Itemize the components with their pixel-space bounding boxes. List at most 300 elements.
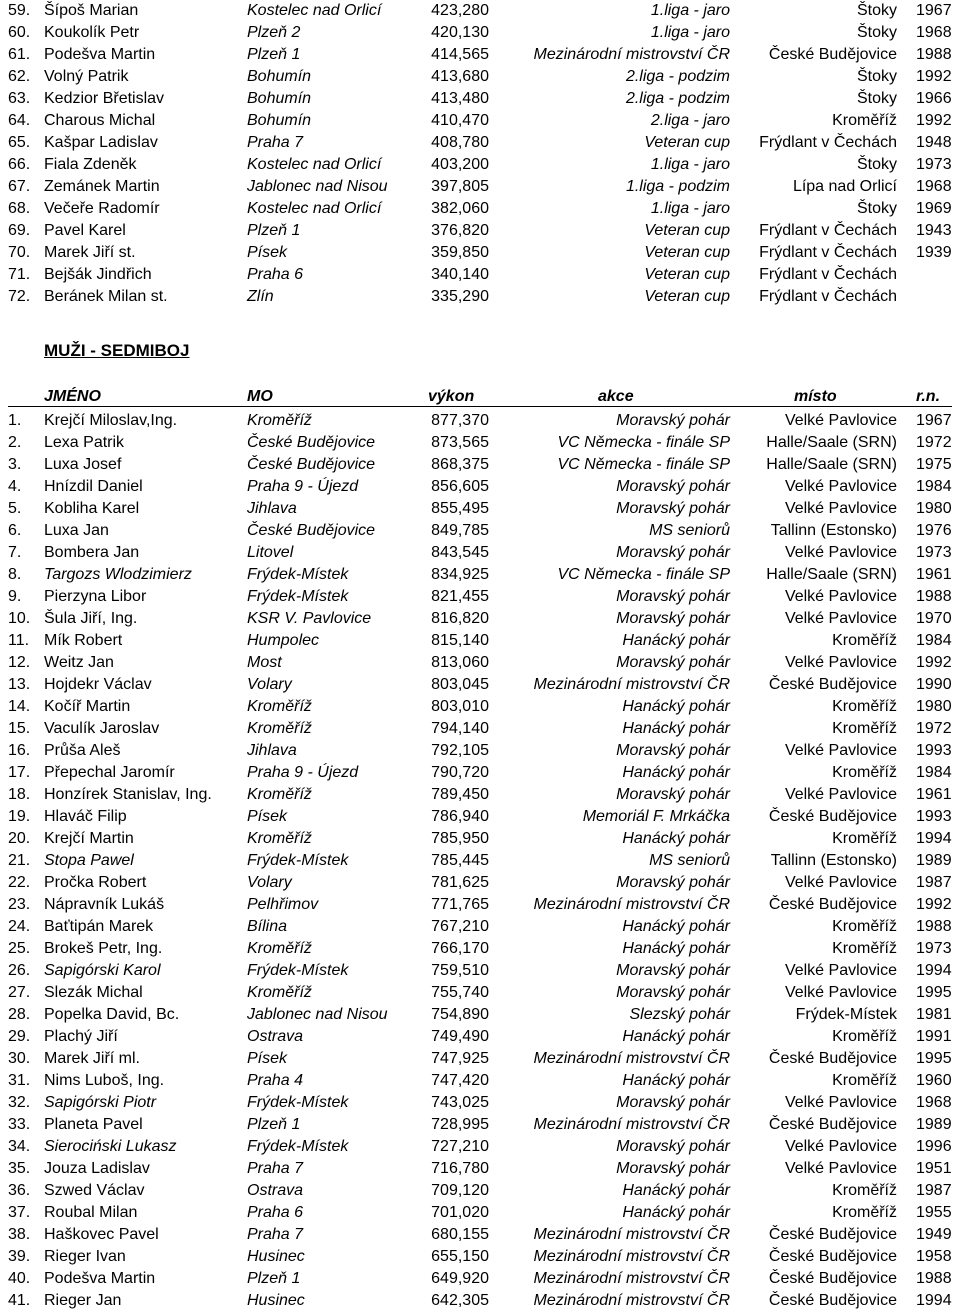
birth-year-cell: 1992 xyxy=(916,654,952,671)
name-cell: Fiala Zdeněk xyxy=(44,156,137,173)
birth-year-cell: 1972 xyxy=(916,434,952,451)
place-cell: Velké Pavlovice xyxy=(784,610,897,627)
place-cell: Frýdlant v Čechách xyxy=(759,244,897,261)
performance-cell: 786,940 xyxy=(431,808,489,825)
rank-cell: 11. xyxy=(8,632,30,649)
event-cell: Moravský pohár xyxy=(616,1138,730,1155)
name-cell: Hnízdil Daniel xyxy=(44,478,143,495)
rank-cell: 67. xyxy=(8,178,31,195)
table-row xyxy=(0,22,960,44)
event-cell: 1.liga - jaro xyxy=(650,156,730,173)
club-cell: České Budějovice xyxy=(247,522,376,539)
place-cell: České Budějovice xyxy=(768,1050,897,1067)
performance-cell: 855,495 xyxy=(431,500,489,517)
rank-cell: 22. xyxy=(8,874,31,891)
rank-cell: 18. xyxy=(8,786,31,803)
rank-cell: 4. xyxy=(8,478,22,495)
event-cell: Moravský pohár xyxy=(616,1094,730,1111)
name-cell: Pierzyna Libor xyxy=(44,588,147,605)
event-cell: 1.liga - jaro xyxy=(650,200,730,217)
place-cell: Frýdlant v Čechách xyxy=(759,288,897,305)
rank-cell: 23. xyxy=(8,896,31,913)
birth-year-cell: 1967 xyxy=(916,2,952,19)
name-cell: Šula Jiří, Ing. xyxy=(44,610,138,627)
place-cell: Štoky xyxy=(856,156,897,173)
club-cell: Kostelec nad Orlicí xyxy=(247,156,382,173)
table-row xyxy=(0,242,960,264)
name-cell: Průša Aleš xyxy=(44,742,121,759)
event-cell: Mezinárodní mistrovství ČR xyxy=(533,46,730,63)
table-row xyxy=(0,784,960,806)
name-cell: Kobliha Karel xyxy=(44,500,140,517)
birth-year-cell: 1980 xyxy=(916,500,952,517)
birth-year-cell: 1993 xyxy=(916,808,952,825)
name-cell: Nápravník Lukáš xyxy=(44,896,165,913)
birth-year-cell: 1961 xyxy=(916,786,952,803)
place-cell: Kroměříž xyxy=(832,940,897,957)
table-row xyxy=(0,696,960,718)
rank-cell: 6. xyxy=(8,522,22,539)
name-cell: Bombera Jan xyxy=(44,544,140,561)
club-cell: Kroměříž xyxy=(247,830,312,847)
performance-cell: 747,925 xyxy=(431,1050,489,1067)
rank-cell: 34. xyxy=(8,1138,31,1155)
table-row xyxy=(0,154,960,176)
club-cell: Bohumín xyxy=(247,112,312,129)
birth-year-cell: 1951 xyxy=(916,1160,952,1177)
performance-cell: 834,925 xyxy=(431,566,489,583)
club-cell: Písek xyxy=(247,808,288,825)
name-cell: Sierociński Lukasz xyxy=(44,1138,177,1155)
performance-cell: 747,420 xyxy=(431,1072,489,1089)
performance-cell: 743,025 xyxy=(431,1094,489,1111)
rank-cell: 72. xyxy=(8,288,31,305)
name-cell: Kedzior Břetislav xyxy=(44,90,165,107)
birth-year-cell: 1994 xyxy=(916,830,952,847)
table-row xyxy=(0,44,960,66)
place-cell: Velké Pavlovice xyxy=(784,1138,897,1155)
event-cell: Hanácký pohár xyxy=(622,720,730,737)
rank-cell: 69. xyxy=(8,222,31,239)
place-cell: Velké Pavlovice xyxy=(784,786,897,803)
birth-year-cell: 1987 xyxy=(916,1182,952,1199)
birth-year-cell: 1968 xyxy=(916,24,952,41)
name-cell: Luxa Jan xyxy=(44,522,109,539)
performance-cell: 868,375 xyxy=(431,456,489,473)
table-row xyxy=(0,586,960,608)
place-cell: Velké Pavlovice xyxy=(784,1094,897,1111)
event-cell: Hanácký pohár xyxy=(622,1204,730,1221)
club-cell: Praha 4 xyxy=(247,1072,304,1089)
birth-year-cell: 1976 xyxy=(916,522,952,539)
event-cell: Memoriál F. Mrkáčka xyxy=(582,808,730,825)
table-row xyxy=(0,88,960,110)
place-cell: České Budějovice xyxy=(768,1226,897,1243)
rank-cell: 65. xyxy=(8,134,31,151)
birth-year-cell: 1995 xyxy=(916,1050,952,1067)
name-cell: Stopa Pawel xyxy=(44,852,134,869)
rank-cell: 31. xyxy=(8,1072,31,1089)
performance-cell: 815,140 xyxy=(431,632,489,649)
club-cell: Kroměříž xyxy=(247,984,312,1001)
birth-year-cell: 1988 xyxy=(916,1270,952,1287)
place-cell: Kroměříž xyxy=(832,1072,897,1089)
birth-year-cell: 1984 xyxy=(916,764,952,781)
club-cell: Praha 6 xyxy=(247,266,304,283)
club-cell: Kostelec nad Orlicí xyxy=(247,2,382,19)
club-cell: Praha 7 xyxy=(247,134,304,151)
birth-year-cell: 1984 xyxy=(916,632,952,649)
birth-year-cell: 1975 xyxy=(916,456,952,473)
performance-cell: 335,290 xyxy=(431,288,489,305)
club-cell: Bílina xyxy=(247,918,288,935)
event-cell: Veteran cup xyxy=(644,266,730,283)
event-cell: 1.liga - jaro xyxy=(650,2,730,19)
table-row xyxy=(0,198,960,220)
performance-cell: 716,780 xyxy=(431,1160,489,1177)
birth-year-cell: 1994 xyxy=(916,1292,952,1309)
performance-cell: 649,920 xyxy=(431,1270,489,1287)
rank-cell: 33. xyxy=(8,1116,31,1133)
name-cell: Nims Luboš, Ing. xyxy=(44,1072,165,1089)
rank-cell: 1. xyxy=(8,412,22,429)
birth-year-cell: 1981 xyxy=(916,1006,952,1023)
birth-year-cell: 1943 xyxy=(916,222,952,239)
table-row xyxy=(0,286,960,308)
place-cell: Štoky xyxy=(856,90,897,107)
birth-year-cell: 1958 xyxy=(916,1248,952,1265)
name-cell: Szwed Václav xyxy=(44,1182,145,1199)
birth-year-cell: 1989 xyxy=(916,852,952,869)
performance-cell: 642,305 xyxy=(431,1292,489,1309)
birth-year-cell: 1955 xyxy=(916,1204,952,1221)
performance-cell: 382,060 xyxy=(431,200,489,217)
table-row xyxy=(0,410,960,432)
table-row xyxy=(0,630,960,652)
birth-year-cell: 1973 xyxy=(916,940,952,957)
performance-cell: 759,510 xyxy=(431,962,489,979)
place-cell: Kroměříž xyxy=(832,918,897,935)
rank-cell: 36. xyxy=(8,1182,31,1199)
club-cell: Jablonec nad Nisou xyxy=(247,1006,388,1023)
birth-year-cell: 1960 xyxy=(916,1072,952,1089)
birth-year-cell: 1970 xyxy=(916,610,952,627)
name-cell: Zemánek Martin xyxy=(44,178,160,195)
table-row xyxy=(0,432,960,454)
event-cell: Hanácký pohár xyxy=(622,940,730,957)
event-cell: Mezinárodní mistrovství ČR xyxy=(533,1270,730,1287)
rank-cell: 14. xyxy=(8,698,31,715)
table-row xyxy=(0,938,960,960)
club-cell: Volary xyxy=(247,874,292,891)
club-cell: Litovel xyxy=(247,544,294,561)
performance-cell: 785,445 xyxy=(431,852,489,869)
name-cell: Krejčí Miloslav,Ing. xyxy=(44,412,178,429)
performance-cell: 655,150 xyxy=(431,1248,489,1265)
place-cell: Frýdlant v Čechách xyxy=(759,134,897,151)
event-cell: Moravský pohár xyxy=(616,478,730,495)
name-cell: Sapigórski Piotr xyxy=(44,1094,157,1111)
table-row xyxy=(0,264,960,286)
table-row xyxy=(0,828,960,850)
birth-year-cell: 1973 xyxy=(916,544,952,561)
birth-year-cell: 1973 xyxy=(916,156,952,173)
place-cell: Halle/Saale (SRN) xyxy=(766,566,897,583)
birth-year-cell: 1992 xyxy=(916,896,952,913)
place-cell: České Budějovice xyxy=(768,1270,897,1287)
birth-year-cell: 1969 xyxy=(916,200,952,217)
place-cell: Štoky xyxy=(856,24,897,41)
table-header xyxy=(0,386,960,408)
place-cell: Tallinn (Estonsko) xyxy=(770,852,897,869)
table-row xyxy=(0,1246,960,1268)
event-cell: 2.liga - podzim xyxy=(625,90,730,107)
event-cell: Moravský pohár xyxy=(616,500,730,517)
performance-cell: 408,780 xyxy=(431,134,489,151)
name-cell: Brokeš Petr, Ing. xyxy=(44,940,163,957)
rank-cell: 32. xyxy=(8,1094,31,1111)
rank-cell: 2. xyxy=(8,434,22,451)
performance-cell: 754,890 xyxy=(431,1006,489,1023)
table-row xyxy=(0,1070,960,1092)
event-cell: Moravský pohár xyxy=(616,654,730,671)
event-cell: Moravský pohár xyxy=(616,544,730,561)
performance-cell: 856,605 xyxy=(431,478,489,495)
table-row xyxy=(0,762,960,784)
table-row xyxy=(0,1224,960,1246)
event-cell: 2.liga - podzim xyxy=(625,68,730,85)
table-row xyxy=(0,176,960,198)
performance-cell: 792,105 xyxy=(431,742,489,759)
performance-cell: 803,010 xyxy=(431,698,489,715)
event-cell: 2.liga - jaro xyxy=(650,112,730,129)
performance-cell: 785,950 xyxy=(431,830,489,847)
club-cell: Zlín xyxy=(247,288,274,305)
place-cell: České Budějovice xyxy=(768,1248,897,1265)
place-cell: Štoky xyxy=(856,200,897,217)
table-row xyxy=(0,740,960,762)
club-cell: Písek xyxy=(247,1050,288,1067)
club-cell: Praha 9 - Újezd xyxy=(247,764,359,781)
birth-year-cell: 1992 xyxy=(916,112,952,129)
place-cell: Velké Pavlovice xyxy=(784,1160,897,1177)
place-cell: Halle/Saale (SRN) xyxy=(766,434,897,451)
performance-cell: 877,370 xyxy=(431,412,489,429)
club-cell: Pelhřimov xyxy=(247,896,319,913)
event-cell: 1.liga - podzim xyxy=(625,178,730,195)
birth-year-cell: 1968 xyxy=(916,178,952,195)
event-cell: Slezský pohár xyxy=(629,1006,730,1023)
event-cell: Moravský pohár xyxy=(616,984,730,1001)
club-cell: Humpolec xyxy=(247,632,320,649)
birth-year-cell: 1972 xyxy=(916,720,952,737)
event-cell: Mezinárodní mistrovství ČR xyxy=(533,1248,730,1265)
header-divider xyxy=(8,406,952,407)
performance-cell: 803,045 xyxy=(431,676,489,693)
birth-year-cell: 1994 xyxy=(916,962,952,979)
club-cell: Písek xyxy=(247,244,288,261)
name-cell: Volný Patrik xyxy=(44,68,129,85)
section-title: MUŽI - SEDMIBOJ xyxy=(44,341,190,360)
event-cell: VC Německa - finále SP xyxy=(557,566,730,583)
performance-cell: 709,120 xyxy=(431,1182,489,1199)
event-cell: Moravský pohár xyxy=(616,412,730,429)
place-cell: Frýdlant v Čechách xyxy=(759,266,897,283)
event-cell: MS seniorů xyxy=(649,852,730,869)
table-row xyxy=(0,850,960,872)
name-cell: Podešva Martin xyxy=(44,46,156,63)
performance-cell: 821,455 xyxy=(431,588,489,605)
club-cell: Frýdek-Místek xyxy=(247,1094,349,1111)
performance-cell: 410,470 xyxy=(431,112,489,129)
rank-cell: 70. xyxy=(8,244,31,261)
name-cell: Podešva Martin xyxy=(44,1270,156,1287)
performance-cell: 781,625 xyxy=(431,874,489,891)
club-cell: Frýdek-Místek xyxy=(247,566,349,583)
rank-cell: 8. xyxy=(8,566,22,583)
event-cell: Hanácký pohár xyxy=(622,632,730,649)
event-cell: Mezinárodní mistrovství ČR xyxy=(533,676,730,693)
performance-cell: 849,785 xyxy=(431,522,489,539)
event-cell: Moravský pohár xyxy=(616,874,730,891)
birth-year-cell: 1967 xyxy=(916,412,952,429)
name-cell: Jouza Ladislav xyxy=(44,1160,150,1177)
performance-cell: 813,060 xyxy=(431,654,489,671)
table-row xyxy=(0,894,960,916)
name-cell: Slezák Michal xyxy=(44,984,143,1001)
birth-year-cell: 1992 xyxy=(916,68,952,85)
club-cell: Frýdek-Místek xyxy=(247,588,349,605)
name-cell: Beránek Milan st. xyxy=(44,288,168,305)
birth-year-cell: 1984 xyxy=(916,478,952,495)
name-cell: Roubal Milan xyxy=(44,1204,138,1221)
name-cell: Koukolík Petr xyxy=(44,24,140,41)
name-cell: Hojdekr Václav xyxy=(44,676,152,693)
header-mo: MO xyxy=(247,388,273,405)
club-cell: Praha 9 - Újezd xyxy=(247,478,359,495)
rank-cell: 21. xyxy=(8,852,31,869)
name-cell: Rieger Ivan xyxy=(44,1248,126,1265)
event-cell: Hanácký pohár xyxy=(622,1182,730,1199)
birth-year-cell: 1949 xyxy=(916,1226,952,1243)
club-cell: Kroměříž xyxy=(247,786,312,803)
performance-cell: 340,140 xyxy=(431,266,489,283)
rank-cell: 41. xyxy=(8,1292,31,1309)
rank-cell: 71. xyxy=(8,266,31,283)
name-cell: Kočíř Martin xyxy=(44,698,131,715)
birth-year-cell: 1991 xyxy=(916,1028,952,1045)
club-cell: Frýdek-Místek xyxy=(247,962,349,979)
name-cell: Šípoš Marian xyxy=(44,2,139,19)
club-cell: Jablonec nad Nisou xyxy=(247,178,388,195)
event-cell: Veteran cup xyxy=(644,222,730,239)
rank-cell: 7. xyxy=(8,544,22,561)
name-cell: Plachý Jiří xyxy=(44,1028,118,1045)
place-cell: Štoky xyxy=(856,2,897,19)
event-cell: MS seniorů xyxy=(649,522,730,539)
place-cell: Velké Pavlovice xyxy=(784,478,897,495)
table-row xyxy=(0,1114,960,1136)
place-cell: Kroměříž xyxy=(832,112,897,129)
rank-cell: 68. xyxy=(8,200,31,217)
club-cell: KSR V. Pavlovice xyxy=(247,610,372,627)
event-cell: Moravský pohár xyxy=(616,786,730,803)
place-cell: Kroměříž xyxy=(832,830,897,847)
name-cell: Kašpar Ladislav xyxy=(44,134,158,151)
club-cell: Bohumín xyxy=(247,68,312,85)
header-name: JMÉNO xyxy=(44,388,101,405)
place-cell: České Budějovice xyxy=(768,808,897,825)
rank-cell: 27. xyxy=(8,984,31,1001)
performance-cell: 376,820 xyxy=(431,222,489,239)
place-cell: Velké Pavlovice xyxy=(784,544,897,561)
performance-cell: 701,020 xyxy=(431,1204,489,1221)
performance-cell: 790,720 xyxy=(431,764,489,781)
name-cell: Honzírek Stanislav, Ing. xyxy=(44,786,212,803)
name-cell: Krejčí Martin xyxy=(44,830,134,847)
name-cell: Popelka David, Bc. xyxy=(44,1006,180,1023)
name-cell: Luxa Josef xyxy=(44,456,122,473)
performance-cell: 413,480 xyxy=(431,90,489,107)
place-cell: Kroměříž xyxy=(832,1182,897,1199)
header-event: akce xyxy=(598,388,634,405)
birth-year-cell: 1993 xyxy=(916,742,952,759)
event-cell: Mezinárodní mistrovství ČR xyxy=(533,1050,730,1067)
performance-cell: 359,850 xyxy=(431,244,489,261)
rank-cell: 15. xyxy=(8,720,31,737)
event-cell: Veteran cup xyxy=(644,288,730,305)
club-cell: Kroměříž xyxy=(247,940,312,957)
place-cell: Velké Pavlovice xyxy=(784,742,897,759)
name-cell: Targozs Wlodzimierz xyxy=(44,566,192,583)
club-cell: Ostrava xyxy=(247,1182,304,1199)
event-cell: Mezinárodní mistrovství ČR xyxy=(533,896,730,913)
table-row xyxy=(0,608,960,630)
club-cell: Plzeň 1 xyxy=(247,46,301,63)
rank-cell: 28. xyxy=(8,1006,31,1023)
event-cell: Moravský pohár xyxy=(616,610,730,627)
performance-cell: 766,170 xyxy=(431,940,489,957)
performance-cell: 420,130 xyxy=(431,24,489,41)
club-cell: Jihlava xyxy=(247,500,297,517)
name-cell: Pročka Robert xyxy=(44,874,147,891)
place-cell: Velké Pavlovice xyxy=(784,984,897,1001)
rank-cell: 29. xyxy=(8,1028,31,1045)
table-row xyxy=(0,674,960,696)
name-cell: Hlaváč Filip xyxy=(44,808,127,825)
place-cell: České Budějovice xyxy=(768,676,897,693)
club-cell: Kroměříž xyxy=(247,412,312,429)
place-cell: Frýdek-Místek xyxy=(795,1006,897,1023)
table-row xyxy=(0,1268,960,1290)
place-cell: Velké Pavlovice xyxy=(784,654,897,671)
club-cell: Frýdek-Místek xyxy=(247,852,349,869)
place-cell: Lípa nad Orlicí xyxy=(792,178,897,195)
name-cell: Baťtipán Marek xyxy=(44,918,154,935)
place-cell: Kroměříž xyxy=(832,1028,897,1045)
name-cell: Haškovec Pavel xyxy=(44,1226,159,1243)
place-cell: České Budějovice xyxy=(768,1116,897,1133)
name-cell: Pavel Karel xyxy=(44,222,126,239)
header-place: místo xyxy=(794,388,837,405)
table-row xyxy=(0,806,960,828)
table-row xyxy=(0,1202,960,1224)
table-row xyxy=(0,652,960,674)
place-cell: Kroměříž xyxy=(832,1204,897,1221)
performance-cell: 423,280 xyxy=(431,2,489,19)
place-cell: Kroměříž xyxy=(832,632,897,649)
place-cell: Halle/Saale (SRN) xyxy=(766,456,897,473)
